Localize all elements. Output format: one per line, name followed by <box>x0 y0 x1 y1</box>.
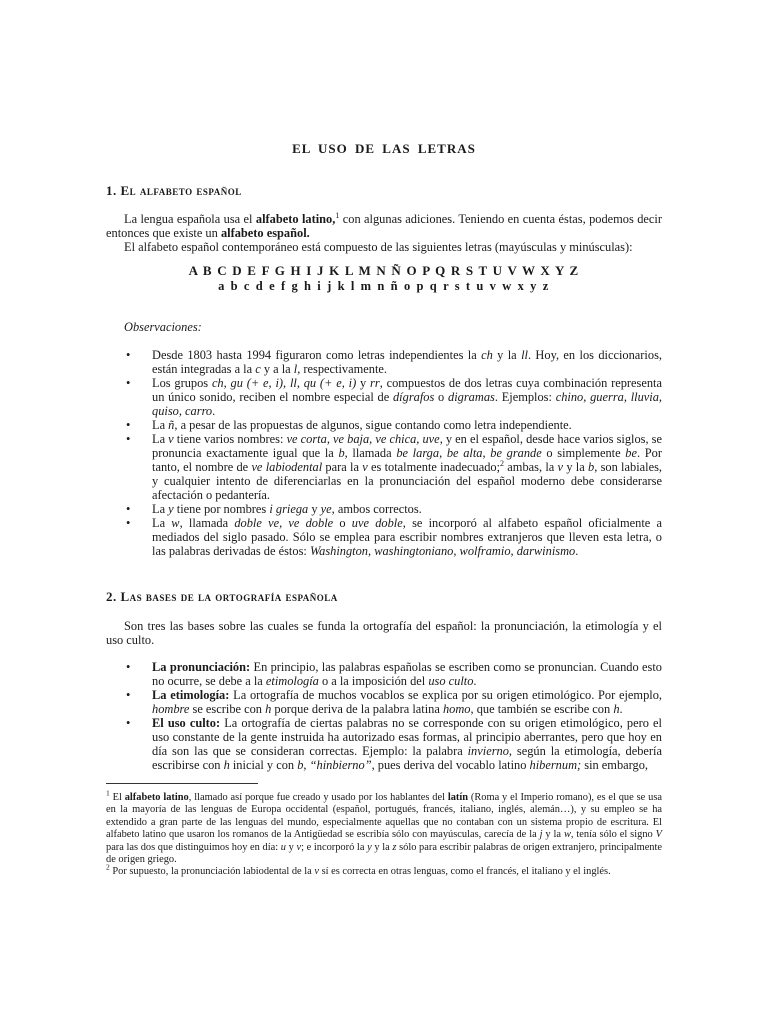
footnote-1: $^1$ El alfabeto latino, llamado así porque fue creado y usado por los hablantes del latín (Roma y el Imperio romano), es el que se usa en la mayoría de las lenguas de Europa occidental (español, portugués, francés, italiano, inglés, alemán…), y su empleo se ha extendido a gran parte de las lenguas del mundo, especialmente aquellas que no contaban con un sistema propio de escritura. El alfabeto latino que usaron los romanos de la Antigüedad se escribía sólo con mayúsculas, carecía de la j y la w, tenía sólo el signo V para las dos que distinguimos hoy en día: u y v; e incorporó la y y la z sólo para escribir palabras de origen extranjero, principalmente de origen griego. <box>106 788 662 866</box>
bullet-icon: • <box>126 502 131 516</box>
section-1-paragraph-2: El alfabeto español contemporáneo está compuesto de las siguientes letras (mayúsculas y minúsculas): <box>124 240 633 254</box>
section-2-paragraph-1: Son tres las bases sobre las cuales se funda la ortografía del español: la pronunciación, la etimología y el uso culto. <box>106 619 662 647</box>
list-item: • Desde 1803 hasta 1994 figuraron como letras independientes la ch y la ll. Hoy, en los diccionarios, están integradas a la c y a la l, respectivamente. <box>126 348 662 376</box>
bullet-icon: • <box>126 716 131 730</box>
list-item: • La pronunciación: En principio, las palabras españolas se escriben como se pronuncian. Cuando esto no ocurre, se debe a la etimología o a la imposición del uso culto. <box>126 660 662 688</box>
lowercase-alphabet: a b c d e f g h i j k l m n ñ o p q r s t u v w x y z <box>218 279 550 293</box>
page-title: EL USO DE LAS LETRAS <box>292 141 476 156</box>
footnote-ref-2: 2 <box>500 458 505 468</box>
list-item: • La v tiene varios nombres: ve corta, ve baja, ve chica, uve, y en el español, desde hace varios siglos, se pronuncia exactamente igual que la b, llamada be larga, be alta, be grande o simplemente be. Por tanto, el nombre de ve labiodental para la v es totalmente inadecuado;$^2$ ambas, la v y la b, son labiales, y cualquier intento de diferenciarlas en la pronunciación del español moderno debe considerarse afectación o pedantería. <box>126 432 663 502</box>
bullet-icon: • <box>126 660 131 674</box>
footnote-2: $^2$ Por supuesto, la pronunciación labiodental de la v sí es correcta en otras lenguas, como el francés, el italiano y el inglés. <box>106 862 611 877</box>
bullet-icon: • <box>126 688 131 702</box>
list-item: • La y tiene por nombres i griega y ye, ambos correctos. <box>126 502 422 516</box>
list-item: • El uso culto: La ortografía de ciertas palabras no se corresponde con su origen etimológico, pero el uso constante de la gente instruida ha autorizado esas formas, al principio aberrantes, pero que hoy en día son las que se consideran correctas. Ejemplo: la palabra invierno, según la etimología, debería escribirse con h inicial y con b, “hinbierno”, pues deriva del vocablo latino hibernum; sin embargo, <box>126 716 662 772</box>
section-1-paragraph-1: La lengua española usa el alfabeto latino,$^1$ con algunas adiciones. Teniendo en cuenta éstas, podemos decir entonces que existe un alfabeto español. <box>106 210 662 240</box>
uppercase-alphabet: A B C D E F G H I J K L M N Ñ O P Q R S T U V W X Y Z <box>188 263 580 278</box>
section-2-heading: 2. Las bases de la ortografía española <box>106 589 338 604</box>
bullet-icon: • <box>126 418 131 432</box>
list-item: • La ñ, a pesar de las propuestas de algunos, sigue contando como letra independiente. <box>126 418 572 432</box>
bullet-icon: • <box>126 376 131 390</box>
observaciones-list <box>126 348 662 558</box>
bullet-icon: • <box>126 432 131 446</box>
list-item: • La w, llamada doble ve, ve doble o uve doble, se incorporó al alfabeto español oficialmente a mediados del siglo pasado. Sólo se emplea para escribir nombres extranjeros que lleven esta letra, o las palabras derivadas de éstos: Washington, washingtoniano, wolframio, darwinismo. <box>126 516 663 558</box>
observaciones-label: Observaciones: <box>124 320 202 334</box>
section-1-heading: 1. El alfabeto español <box>106 183 242 198</box>
footnote-ref-1: 1 <box>335 210 340 220</box>
list-item: • La etimología: La ortografía de muchos vocablos se explica por su origen etimológico. Por ejemplo, hombre se escribe con h porque deriva de la palabra latina homo, que también se escribe con h. <box>126 688 662 716</box>
list-item: • Los grupos ch, gu (+ e, i), ll, qu (+ e, i) y rr, compuestos de dos letras cuya combinación representa un único sonido, reciben el nombre especial de dígrafos o digramas. Ejemplos: chino, guerra, lluvia, quiso, carro. <box>126 376 663 418</box>
bullet-icon: • <box>126 348 131 362</box>
bullet-icon: • <box>126 516 131 530</box>
bases-list <box>126 660 662 772</box>
footnote-separator <box>106 783 258 784</box>
